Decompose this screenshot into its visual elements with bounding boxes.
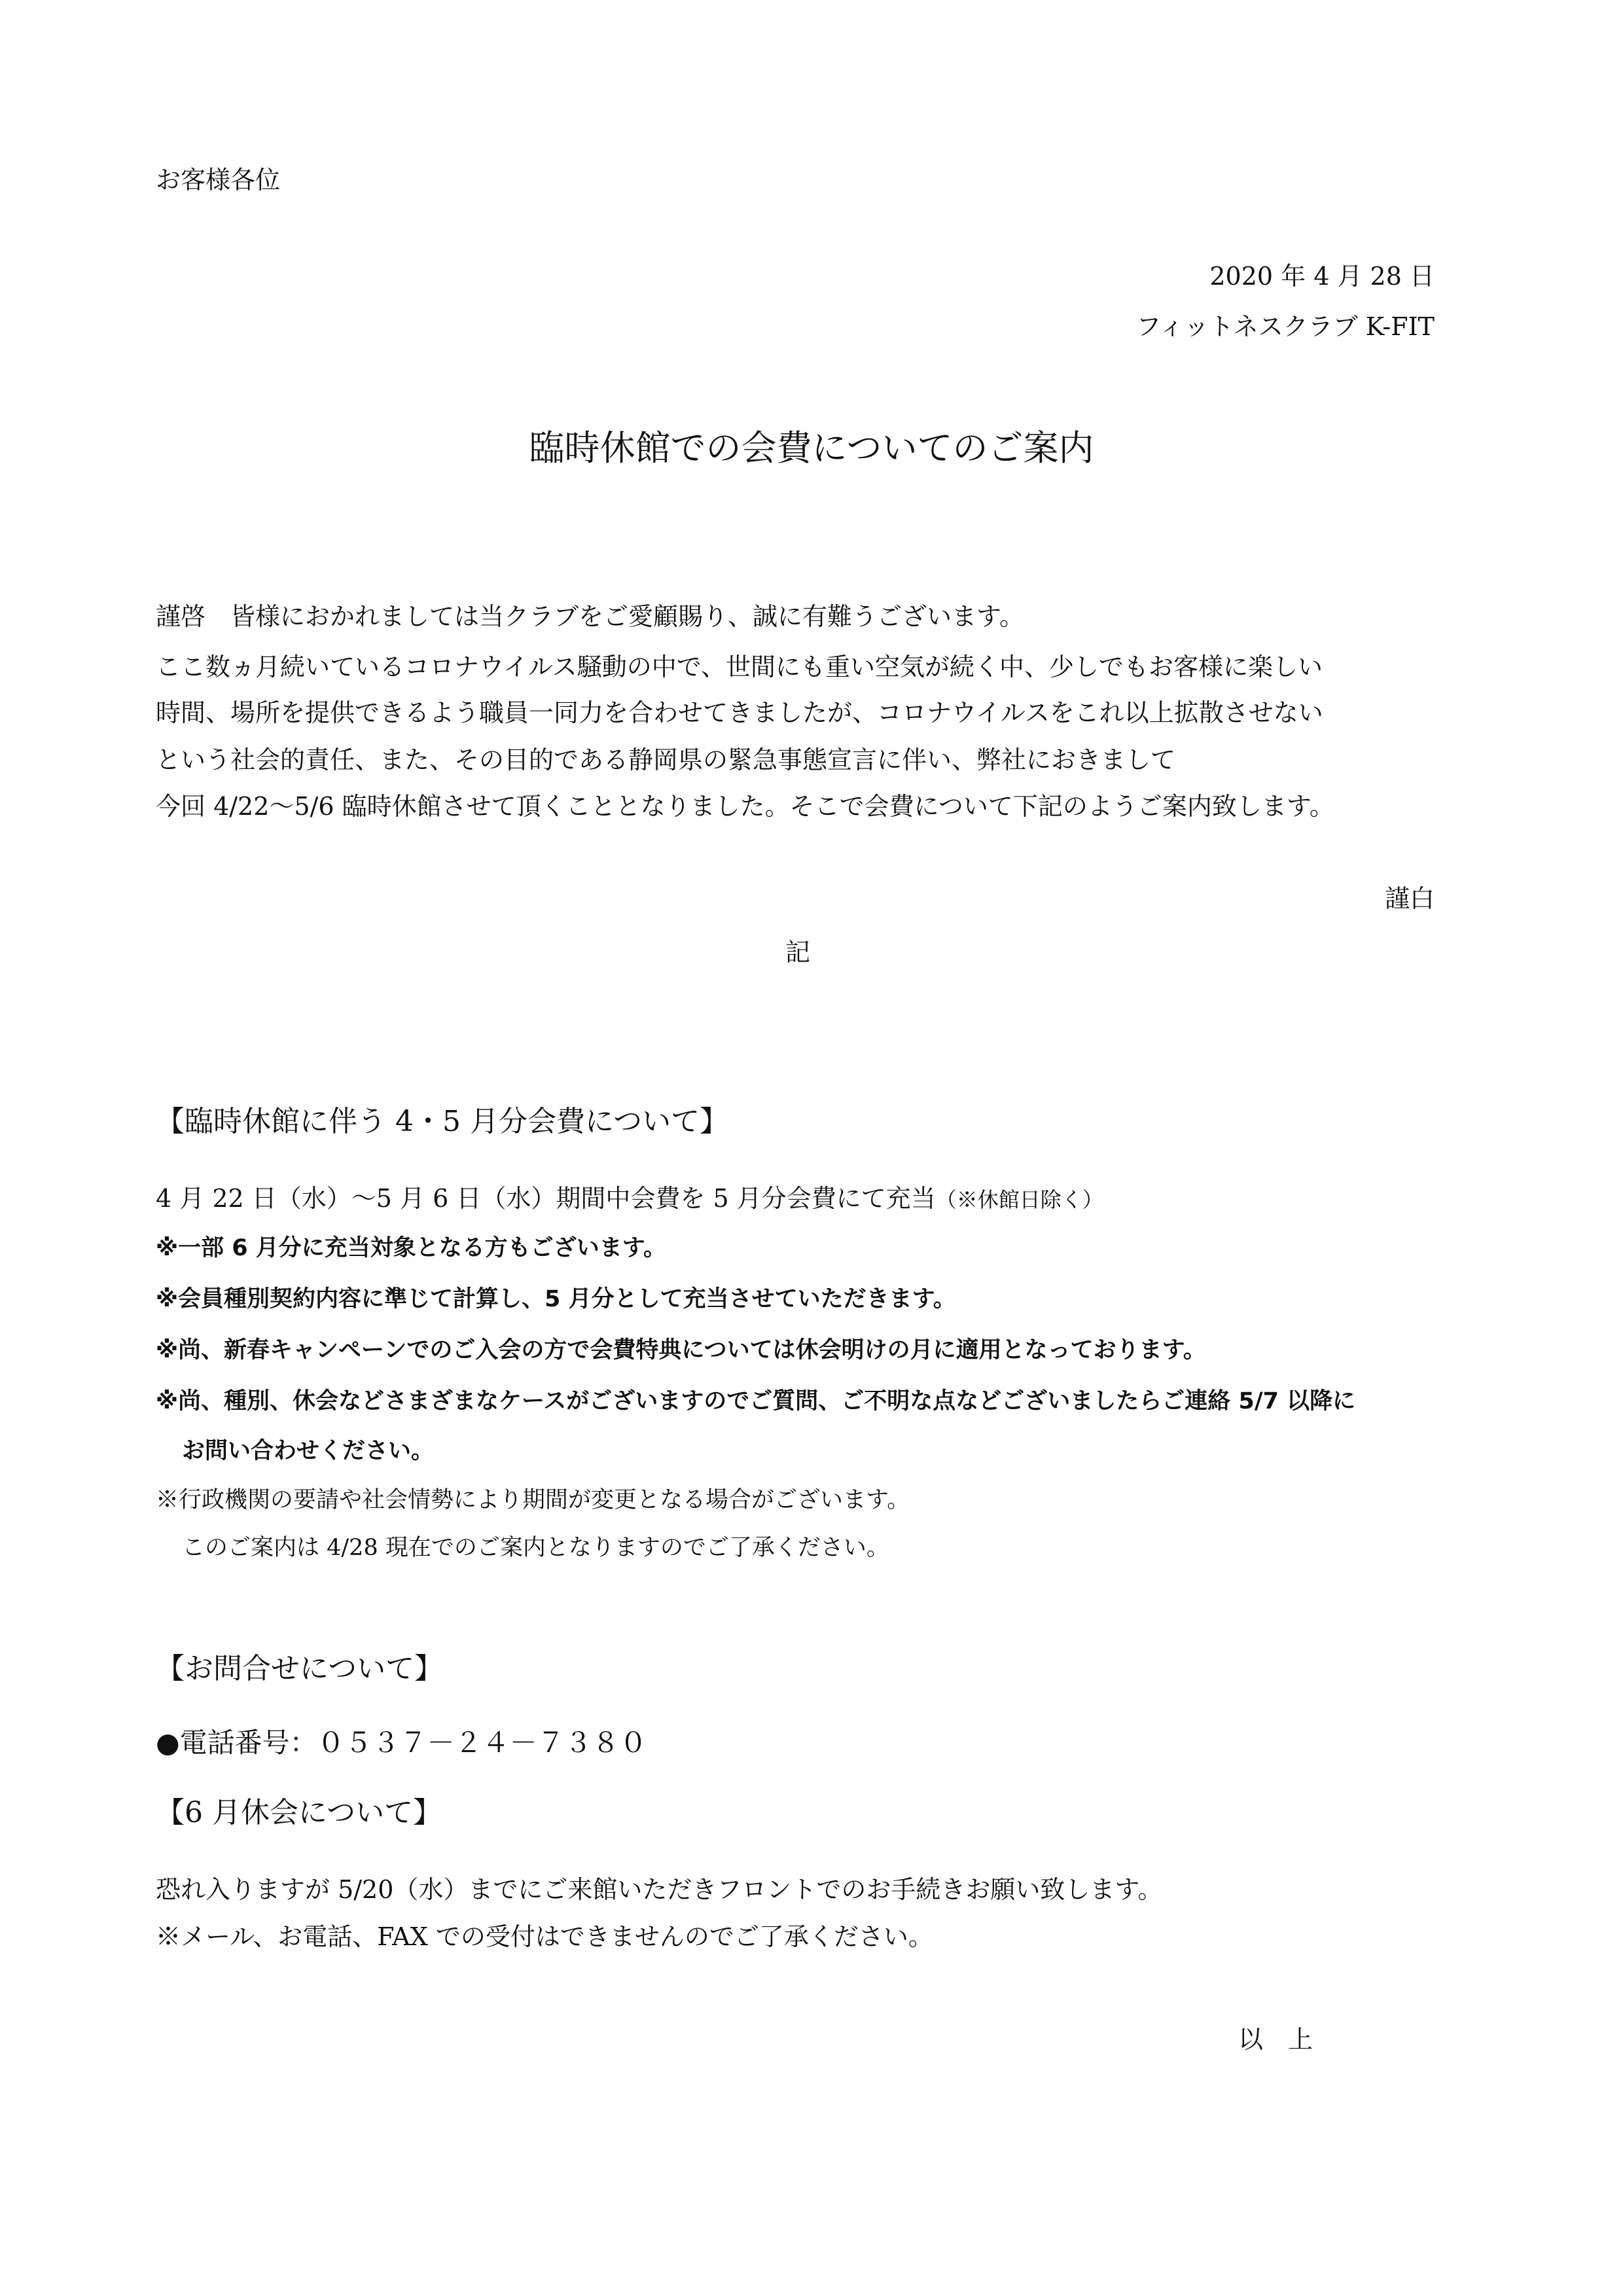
suspension-heading: 【6 月休会について】 bbox=[156, 1796, 442, 1829]
addressee: お客様各位 bbox=[156, 166, 281, 194]
body-line: 今回 4/22～5/6 臨時休館させて頂くこととなりました。そこで会費について下記のようご案内致します。 bbox=[156, 792, 1334, 821]
admin-note: ※行政機関の要請や社会情勢により期間が変更となる場合がございます。 bbox=[156, 1487, 910, 1513]
bold-note: ※一部 6 月分に充当対象となる方もございます。 bbox=[156, 1235, 666, 1261]
suspension-line: 恐れ入りますが 5/20（水）までにご来館いただきフロントでのお手続きお願い致します。 bbox=[156, 1875, 1163, 1904]
suspension-line: ※メール、お電話、FAX での受付はできませんのでご了承ください。 bbox=[156, 1922, 933, 1951]
body-line: 謹啓 皆様におかれましては当クラブをご愛顧賜り、誠に有難うございます。 bbox=[156, 602, 1024, 631]
issue-date: 2020 年 4 月 28 日 bbox=[1209, 262, 1435, 291]
ki-marker: 記 bbox=[785, 938, 811, 967]
fees-main-note: （※休館日除く） bbox=[935, 1187, 1103, 1212]
phone-number: ●電話番号：０５３７－２４－７３８０ bbox=[156, 1727, 647, 1759]
body-line: という社会的責任、また、その目的である静岡県の緊急事態宣言に伴い、弊社におきまして bbox=[156, 745, 1176, 774]
closing-kinpaku: 謹白 bbox=[1384, 884, 1435, 913]
bold-note: ※尚、新春キャンペーンでのご入会の方で会費特典については休会明けの月に適用となっております。 bbox=[156, 1337, 1206, 1363]
admin-note: このご案内は 4/28 現在でのご案内となりますのでご了承ください。 bbox=[182, 1535, 889, 1561]
body-line: ここ数ヵ月続いているコロナウイルス騒動の中で、世間にも重い空気が続く中、少しでもお客様に楽しい bbox=[156, 653, 1323, 681]
bold-note: ※尚、種別、休会などさまざまなケースがございますのでご質問、ご不明な点などございましたらご連絡 5/7 以降に bbox=[156, 1388, 1356, 1414]
fees-main-text: 4 月 22 日（水）～5 月 6 日（水）期間中会費を 5 月分会費にて充当 bbox=[156, 1184, 936, 1213]
sender-name: フィットネスクラブ K-FIT bbox=[1136, 312, 1435, 341]
body-line: 時間、場所を提供できるよう職員一同力を合わせてきましたが、コロナウイルスをこれ以上拡散させない bbox=[156, 698, 1323, 727]
bold-note: ※会員種別契約内容に準じて計算し、5 月分として充当させていただきます。 bbox=[156, 1286, 956, 1312]
page-title: 臨時休館での会費についてのご案内 bbox=[529, 427, 1094, 469]
closing-ijo: 以 上 bbox=[1238, 2025, 1313, 2054]
fees-main-line bbox=[156, 1186, 1103, 1211]
contact-heading: 【お問合せについて】 bbox=[156, 1652, 444, 1685]
fees-heading: 【臨時休館に伴う 4・5 月分会費について】 bbox=[156, 1105, 729, 1138]
bold-note: お問い合わせください。 bbox=[182, 1438, 435, 1464]
